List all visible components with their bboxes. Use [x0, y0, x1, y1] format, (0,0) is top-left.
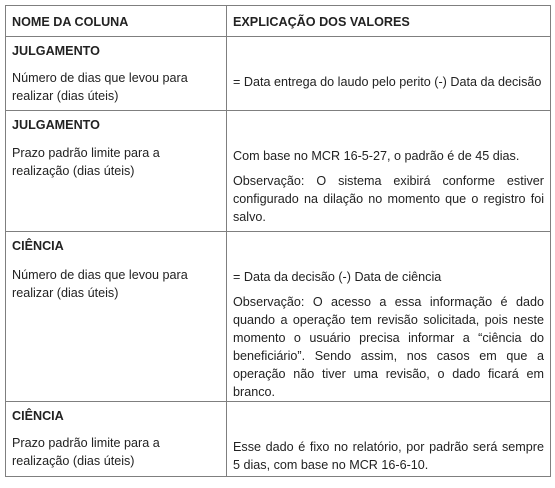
column-label: Número de dias que levou para realizar (dias úteis) [12, 268, 188, 300]
column-label: Prazo padrão limite para a realização (dias úteis) [12, 146, 160, 178]
column-name-cell [6, 402, 227, 477]
explanation-cell [227, 37, 551, 111]
column-name-cell [6, 232, 227, 402]
value-text: Com base no MCR 16-5-27, o padrão é de 45 dias. [233, 149, 520, 163]
value-text: = Data entrega do laudo pelo perito (-) Data da decisão [233, 75, 542, 89]
column-explanation-table [5, 5, 551, 477]
table-row [6, 37, 551, 111]
table-row [6, 232, 551, 402]
value-text: = Data da decisão (-) Data de ciência [233, 270, 442, 284]
column-label: Número de dias que levou para realizar (dias úteis) [12, 71, 188, 103]
explanation-cell [227, 111, 551, 232]
table-row [6, 402, 551, 477]
explanation-cell [227, 402, 551, 477]
observation-text: Observação: O acesso a essa informação é dado quando a operação tem revisão solicitada, pois neste momento o usuário precisa informar a “ciência do beneficiário”. Sendo assim, nos casos em que a operação não tiver uma revisão, o dado ficará em branco. [233, 295, 544, 399]
section-title: JULGAMENTO [12, 118, 100, 132]
section-title: CIÊNCIA [12, 409, 64, 423]
observation-text: Observação: O sistema exibirá conforme estiver configurado na dilação no momento que o registro foi salvo. [233, 174, 544, 224]
section-title: JULGAMENTO [12, 44, 100, 58]
section-title: CIÊNCIA [12, 239, 64, 253]
header-value-explanation: EXPLICAÇÃO DOS VALORES [227, 6, 551, 37]
column-name-cell [6, 111, 227, 232]
explanation-cell [227, 232, 551, 402]
column-label: Prazo padrão limite para a realização (dias úteis) [12, 436, 160, 468]
value-text: Esse dado é fixo no relatório, por padrão será sempre 5 dias, com base no MCR 16-6-10. [233, 440, 544, 472]
header-column-name: NOME DA COLUNA [6, 6, 227, 37]
table-row [6, 111, 551, 232]
table-header-row [6, 6, 551, 37]
column-name-cell [6, 37, 227, 111]
